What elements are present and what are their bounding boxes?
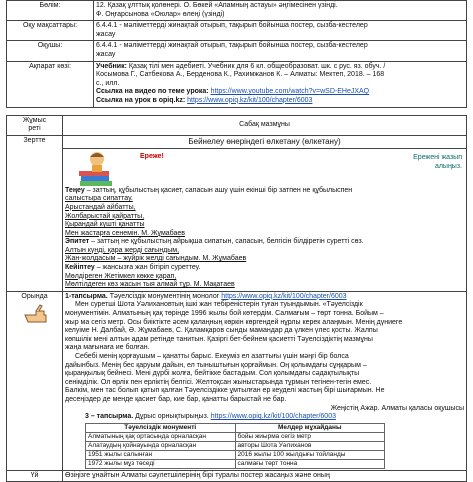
stage-row-perform <box>7 291 467 470</box>
term-text: – жансызға жан бітіріп суреттеу. <box>94 264 201 272</box>
stage-name-cell <box>7 291 63 470</box>
stage-content <box>63 291 467 470</box>
task-link[interactable]: https://www.opiq.kz/kit/100/chapter/6003 <box>210 413 336 421</box>
info-row-resources <box>7 61 467 107</box>
term-text: салыстыра сипаттау. <box>65 195 133 203</box>
matching-table <box>85 423 385 469</box>
info-row-section <box>7 1 467 21</box>
info-label: Оқу мақсаттары: <box>7 21 94 41</box>
stage-row-research <box>7 135 467 291</box>
plan-header-text: реті <box>28 125 41 133</box>
pointing-hand-icon <box>22 303 48 325</box>
table-cell: авторы Шота Уәлиханов <box>235 441 385 450</box>
plan-header-row <box>7 115 467 135</box>
info-label: Ақпарат көзі: <box>7 61 94 107</box>
term-text: Мен жастарға сенемін. М. Жұмабаев <box>65 229 186 237</box>
task-label: 1-тапсырма. <box>65 292 108 300</box>
rule-note <box>413 153 462 171</box>
table-cell: 2016 жылы 100 жылдығы тойланды <box>235 450 385 459</box>
table-cell: Алматының қақ ортасында орналасқан <box>86 432 236 441</box>
monologue-line: Мен суретші Шота Уәлихановтың ішкі жан тебіреністерін туған туындымын. «Тәуелсіздік <box>75 301 363 309</box>
rule-line <box>65 221 464 230</box>
table-cell: бойы жиырма сегіз метр <box>235 432 385 441</box>
monologue-line: Себебі менің қорғаушым – қанатты барыс. Екеуміз ел азаттығы үшін мәңгі бір болса <box>75 353 349 360</box>
info-value <box>94 1 467 21</box>
stage-name: Зертте <box>7 135 63 291</box>
monologue-line: көпшілік мені алтын адам ретінде танитын. Қазіргі бет-бейнем қасиетті Тәуелсіздіктің мазмұны <box>65 335 373 343</box>
matching-header: Тәуелсіздік монументі <box>86 423 236 432</box>
rule-line <box>65 264 464 273</box>
monologue-line: дайынбыз. Менің бес қаруым дайын, ел тыныштығын қорғаймын. Оң қолымдағы сұңқарым – <box>65 361 367 369</box>
table-cell: салмағы төрт тонна <box>235 459 385 468</box>
lesson-plan-table <box>6 115 467 482</box>
rule-line <box>65 238 464 247</box>
monologue-line: келуіме Н. Далбай, Ә. Жұмабаев, С. Қаламқаров сынды мамандар да үлкен үлес қосты. Жалпы <box>65 327 378 335</box>
info-value-line: 6.4.4.1 - мәліметтерді жинақтай отырып, тақырып бойынша постер, сызба-кестелер <box>96 42 368 50</box>
plan-header-content: Сабақ мазмұны <box>63 115 467 135</box>
table-row <box>86 459 385 468</box>
rule-line <box>65 255 464 264</box>
info-row-goals <box>7 21 467 41</box>
term-text: – заттың, құбылыстың қасиет, сапасын ашу үшін екінші бір затпен не құбылыспен <box>84 186 353 194</box>
term-label: Эпитет <box>65 238 90 246</box>
table-cell: 1972 жылы мұз төседі <box>86 459 236 468</box>
info-value-line: Ф. Оңғарсынова «Оюлар» өлеңі (үзінді) <box>96 10 225 18</box>
matching-header-row <box>86 423 385 432</box>
rule-label: Ереже! <box>140 152 164 160</box>
info-value-line: жасау <box>96 50 116 58</box>
rule-line <box>65 204 464 213</box>
term-text: Алтын күнді, қара жерді сағындым, <box>65 246 180 254</box>
illustration-boy-books-icon <box>75 149 119 187</box>
info-label: Бөлім: <box>7 1 94 21</box>
info-value-line: 12. Қазақ ұлттық қолөнері. О. Бөкей «Апамның астауы» әңгімесінен үзінді. <box>96 2 338 9</box>
book-line: Косымова Г., Сатбекова А., Берденова К., Рахимжанов К. – Алматы: Мектеп, 2018. – 168 <box>96 71 385 79</box>
term-text: Жан-жолдасым – жүйрік желді сағындым. М. Жұмабаев <box>65 255 247 263</box>
stage-row-home <box>7 470 467 482</box>
task-text: Дұрыс орнықтырыңыз. <box>133 413 211 421</box>
term-label: Кейіптеу <box>65 264 95 272</box>
rule-line <box>65 281 464 290</box>
info-value <box>94 41 467 61</box>
lesson-info-table <box>6 0 467 108</box>
info-label: Оқушы: <box>7 41 94 61</box>
info-value-line: 6.4.4.1 - мәліметтерді жинақтай отырып, тақырып бойынша постер, сызба-кестелер <box>96 22 368 30</box>
stage-name: Үй <box>7 470 63 482</box>
task-link[interactable]: https://www.opiq.kz/kit/100/chapter/6003 <box>221 292 347 300</box>
term-label: Теңеу <box>65 186 85 194</box>
task-text: Тәуелсіздік монументінің монолог <box>107 292 222 300</box>
info-value <box>94 61 467 107</box>
table-cell: 1951 жылы салынған <box>86 450 236 459</box>
term-text: Арыстандай айбатты, <box>65 203 136 211</box>
monologue-line: жыр ма сегіз метр. Осы биіктікте әсем қалаңның көркін көргендей нұрлы керек алаңмын. Менің дүниеге <box>65 318 403 326</box>
table-cell: Алатаудың қойнауында орналасқан <box>86 441 236 450</box>
term-text: Мөлтілдеген көз жасын тыя алмай тұр. М. Мақатаев <box>65 281 235 289</box>
stage-name: Орында <box>21 292 48 300</box>
opiq-label: Ссылка на урок в opiq.kz: <box>96 96 186 104</box>
monologue-author: Жеңістің Ажар. Алматы қаласы оқушысы <box>330 404 464 412</box>
plan-header-text: Жұмыс <box>22 116 47 124</box>
stage-content: Өзіңізге ұнайтын Алматы сәулетшілерінің бірі туралы постер жасаңыз және оның <box>63 470 467 482</box>
table-row <box>86 432 385 441</box>
stage-title: Бейнелеу өнеріндегі өлкетану (өлкетану) <box>63 136 466 149</box>
rule-line <box>65 213 464 222</box>
monologue-line: Балкім, мен тас болып қатып қалған Тәуелсіздікке ұмтылған ер кеуделі жастың бірі шығармын. Не <box>65 387 385 395</box>
rule-line <box>65 273 464 282</box>
task-label: 3 – тапсырма. <box>85 413 134 421</box>
info-row-student <box>7 41 467 61</box>
term-text: – заттың не құбылыстың айрықша сипатын, сапасын, белгісін білдіретін суретті сөз. <box>89 238 364 246</box>
term-text: Қырандай күшті қанатты <box>65 221 145 229</box>
rule-text-block <box>65 187 464 290</box>
monologue-line: монументімін. Алматының қақ төрінде 1996 жылы бой көтердім. Салмағым – төрт тонна. Бойым – <box>65 310 384 318</box>
stage-content <box>63 135 467 291</box>
info-value-line: жасау <box>96 30 116 38</box>
book-prefix: Учебник: <box>96 62 127 70</box>
rule-line <box>65 187 464 196</box>
rule-line <box>65 230 464 239</box>
video-link[interactable]: https://www.youtube.com/watch?v=wSD-EHeJXAQ <box>210 88 370 96</box>
book-line: с., илл. <box>96 79 120 87</box>
table-row <box>86 441 385 450</box>
table-row <box>86 450 385 459</box>
info-value <box>94 21 467 41</box>
monologue-line: жаңа мағынаға ие болған. <box>65 344 150 352</box>
video-label: Ссылка на видео по теме урока: <box>96 88 209 96</box>
plan-header-stage <box>7 115 63 135</box>
opiq-link[interactable]: https://www.opiq.kz/kit/100/chapter/6003 <box>187 96 313 104</box>
monologue-line: қыраңқылық бейнесі. Мені дүрбі жолға, бейтікке бастадым. Сол қолымдағы сәдақтылықты <box>65 370 360 378</box>
term-text: Мөлдіреген Жетімкел көкке қарап, <box>65 272 177 280</box>
matching-header: Мелдер мұхайданы <box>235 423 385 432</box>
rule-note-line: алыңыз. <box>434 162 462 170</box>
term-text: Жолбарыстай қайратты, <box>65 212 145 220</box>
monologue-text <box>65 301 464 404</box>
rule-line <box>65 195 464 204</box>
monologue-line: сенімділік. Ол өрлік пен ерліктің белгісі. Желтоқсан жыныстарында тұрмын тегінен-тегін емес. <box>65 378 372 386</box>
rule-note-line: Ережені жазып <box>413 153 462 161</box>
book-text: Қазақ тілі мен әдебиеті. Учебник для 6 кл. общеобразоват. шк. с рус. яз. обуч. / <box>126 62 386 70</box>
monologue-line: десеңіздер де менде қасиет бар, кие бар, қанатты барыстай не бар. <box>65 395 287 403</box>
